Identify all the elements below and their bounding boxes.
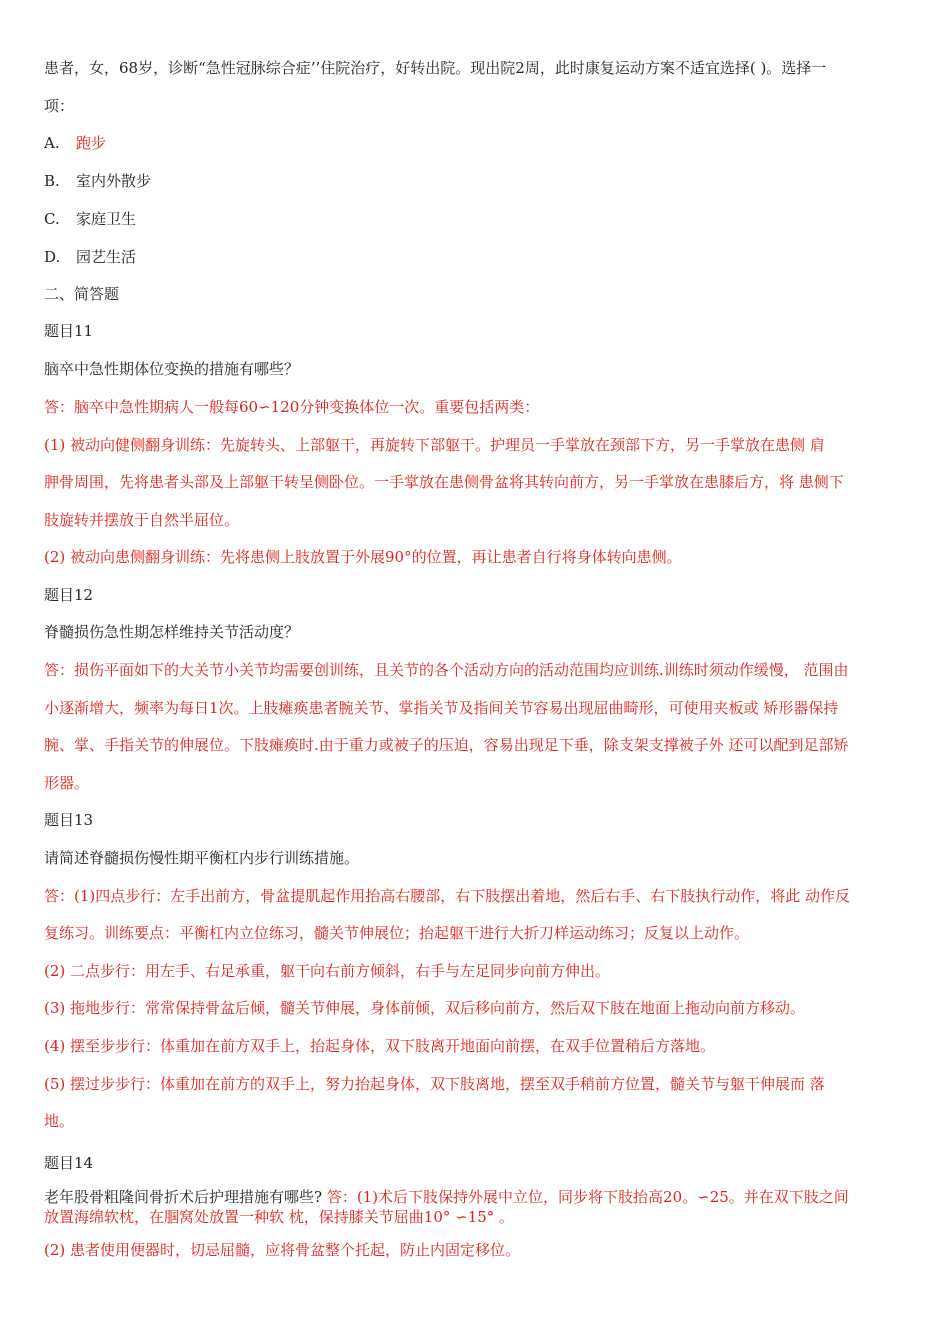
q10-option-d — [44, 247, 136, 267]
q12-answer-line2: 小逐渐增大，频率为每日1次。上肢瘫痪患者腕关节、掌指关节及指间关节容易出现屈曲畸形，可使用夹板或 矫形器保持 — [44, 699, 839, 717]
q11-answer-p2: (2) 被动向患侧翻身训练：先将患侧上肢放置于外展90°的位置，再让患者自行将身体转向患侧。 — [44, 548, 682, 566]
q11-answer-p1-line3: 肢旋转并摆放于自然半屈位。 — [44, 511, 240, 529]
q14-answer1-inline: 答：(1)术后下肢保持外展中立位，同步将下肢抬高20。∽25。并在双下肢之间 — [326, 1188, 849, 1206]
q13-label: 题目13 — [44, 811, 94, 829]
q14-question: 老年股骨粗隆间骨折术后护理措施有哪些? — [44, 1188, 327, 1206]
q14-label: 题目14 — [44, 1154, 94, 1172]
option-text: 家庭卫生 — [76, 210, 137, 228]
q13-answer1-line2: 复练习。训练要点：平衡杠内立位练习，髓关节伸展位；抬起躯干进行大折刀样运动练习；反复以上动作。 — [44, 924, 750, 942]
q11-answer-intro: 答：脑卒中急性期病人一般每60∽120分钟变换体位一次。重要包括两类： — [44, 398, 540, 416]
q13-answer5-line2: 地。 — [44, 1112, 75, 1130]
q12-label: 题目12 — [44, 586, 94, 604]
section-heading: 二、简答题 — [44, 285, 120, 303]
q10-stem-line1: 患者，女，68岁，诊断“急性冠脉综合症’’住院治疗，好转出院。现出院2周，此时康复运动方案不适宜选择( )。选择一 — [44, 59, 827, 77]
q13-answer2: (2) 二点步行：用左手、右足承重，躯干向右前方倾斜，右手与左足同步向前方伸出。 — [44, 962, 611, 980]
q13-answer3: (3) 拖地步行：常常保持骨盆后倾，髓关节伸展，身体前倾，双后移向前方，然后双下肢在地面上拖动向前方移动。 — [44, 999, 806, 1017]
q13-question: 请简述脊髓损伤慢性期平衡杠内步行训练措施。 — [44, 849, 360, 867]
option-key: A. — [44, 134, 60, 152]
q12-answer-line4: 形器。 — [44, 774, 90, 792]
q13-answer1-line1: 答：(1)四点步行：左手出前方，骨盆提肌起作用抬高右腰部，右下肢摆出着地，然后右手、右下肢执行动作，将此 动作反 — [44, 887, 851, 905]
q13-answer5-line1: (5) 摆过步步行：体重加在前方的双手上，努力抬起身体，双下肢离地，摆至双手稍前方位置，髓关节与躯干伸展而 落 — [44, 1075, 825, 1093]
q10-option-a — [44, 133, 106, 153]
q11-answer-p1-line2: 胛骨周围，先将患者头部及上部躯干转呈侧卧位。一手掌放在患侧骨盆将其转向前方，另一手掌放在患膝后方，将 患侧下 — [44, 473, 844, 491]
q10-option-b — [44, 171, 151, 191]
q14-question-line — [44, 1187, 849, 1207]
option-key: D. — [44, 248, 61, 266]
option-key: C. — [44, 210, 60, 228]
q11-label: 题目11 — [44, 322, 94, 340]
q12-answer-line3: 腕、掌、手指关节的伸展位。下肢瘫痪时.由于重力或被子的压迫，容易出现足下垂，除支架支撑被子外 还可以配到足部矫 — [44, 736, 849, 754]
q14-answer2: (2) 患者使用便器时，切忌屈髓，应将骨盆整个托起，防止内固定移位。 — [44, 1241, 521, 1259]
option-text: 园艺生活 — [76, 248, 137, 266]
q14-answer1-line2: 放置海绵软枕，在腘窝处放置一种软 枕，保持膝关节屈曲10° ∽15° 。 — [44, 1208, 515, 1226]
option-key: B. — [44, 172, 60, 190]
q13-answer4: (4) 摆至步步行：体重加在前方双手上，抬起身体，双下肢离开地面向前摆，在双手位置稍后方落地。 — [44, 1037, 716, 1055]
q10-option-c — [44, 209, 136, 229]
q12-question: 脊髓损伤急性期怎样维持关节活动度？ — [44, 623, 300, 641]
q11-question: 脑卒中急性期体位变换的措施有哪些？ — [44, 360, 300, 378]
option-text: 室内外散步 — [76, 172, 152, 190]
q12-answer-line1: 答：损伤平面如下的大关节小关节均需要创训练，且关节的各个活动方向的活动范围均应训练.训练时须动作缓慢， 范围由 — [44, 661, 849, 679]
q11-answer-p1-line1: (1) 被动向健侧翻身训练：先旋转头、上部躯干，再旋转下部躯干。护理员一手掌放在颈部下方，另一手掌放在患侧 肩 — [44, 436, 825, 454]
q10-stem-line2: 项： — [44, 97, 75, 115]
option-text: 跑步 — [76, 134, 107, 152]
